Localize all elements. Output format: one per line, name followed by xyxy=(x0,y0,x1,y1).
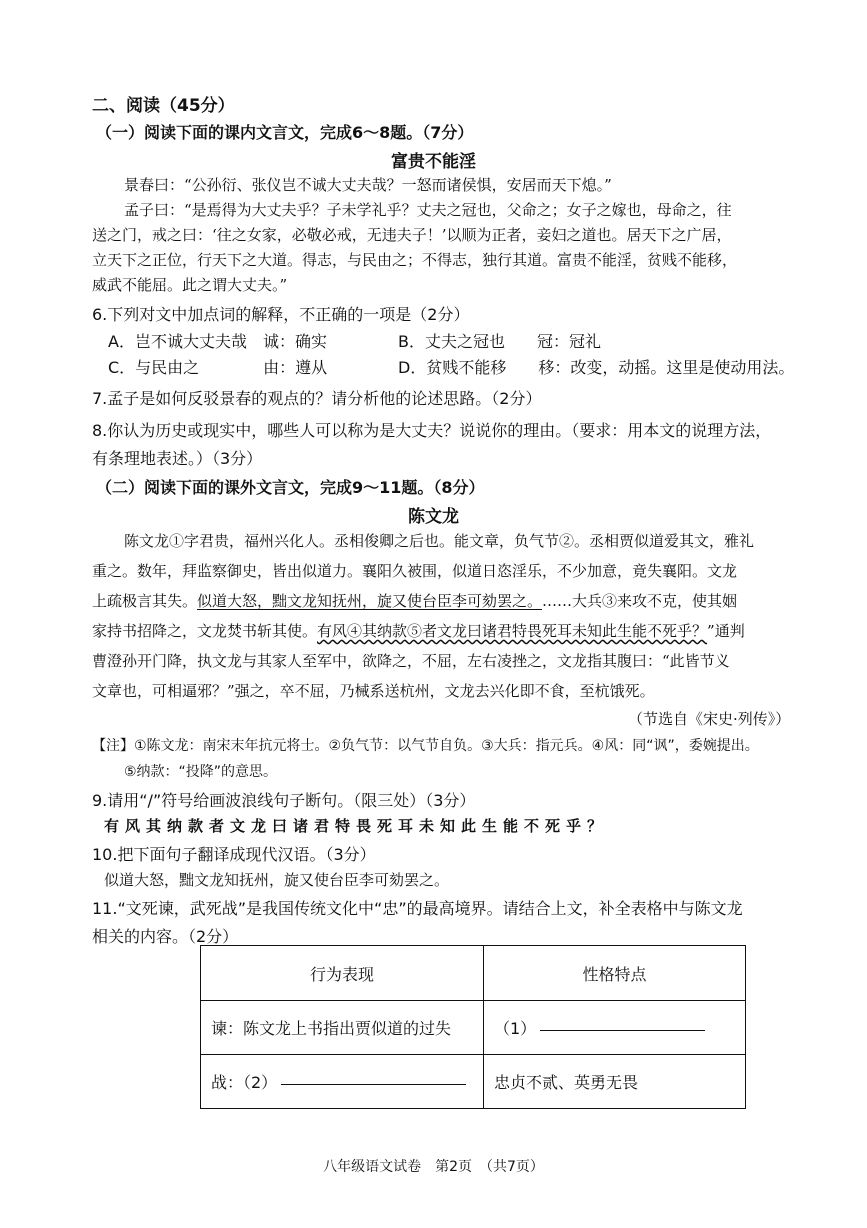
passage2-note: ⑤纳款：“投降”的意思。 xyxy=(124,764,278,780)
question-6-option-a: A．岂不诚大丈夫哉 诚：确实 xyxy=(108,332,327,351)
wavy-underlined-sentence: 有风④其纳款⑤者文龙曰诸君特畏死耳未知此生能不死乎？ xyxy=(317,622,708,640)
passage1-title: 富贵不能淫 xyxy=(391,152,476,172)
underlined-sentence: 似道大怒，黜文龙知抚州，旋又使台臣李可劾罢之。 xyxy=(197,592,543,610)
table-cell: 谏：陈文龙上书指出贾似道的过失 xyxy=(201,1001,484,1055)
question-10-stem: 10.把下面句子翻译成现代汉语。（3分） xyxy=(92,845,376,864)
passage2-line xyxy=(92,590,737,611)
passage2-note: 【注】①陈文龙：南宋末年抗元将士。②负气节：以气节自负。③大兵：指元兵。④风：同“讽”，委婉提出。 xyxy=(92,738,759,754)
question-10-sentence: 似道大怒，黜文龙知抚州，旋又使台臣李可劾罢之。 xyxy=(104,871,450,889)
passage2-line: 陈文龙①字君贵，福州兴化人。丞相俊卿之后也。能文章，负气节②。丞相贾似道爱其文，雅礼 xyxy=(124,532,755,550)
question-6-stem: 6.下列对文中加点词的解释，不正确的一项是（2分） xyxy=(92,305,470,324)
passage2-title: 陈文龙 xyxy=(408,507,459,527)
question-11-line: 11.“文死谏，武死战”是我国传统文化中“忠”的最高境界。请结合上文，补全表格中与陈文龙 xyxy=(92,899,743,918)
passage1-line: 景春曰：“公孙衍、张仪岂不诚大丈夫哉？一怒而诸侯惧，安居而天下熄。” xyxy=(124,176,612,194)
table-header: 行为表现 xyxy=(201,946,484,1001)
answer-table xyxy=(200,945,746,1109)
blank-label: （1） xyxy=(494,1019,537,1038)
page-footer: 八年级语文试卷 第2页 （共7页） xyxy=(323,1159,544,1175)
section-heading: 二、阅读（45分） xyxy=(92,96,235,116)
passage1-line: 送之门，戒之曰：‘往之女家，必敬必戒，无违夫子！’以顺为正者，妾妇之道也。居天下之广居， xyxy=(92,226,732,244)
table-cell xyxy=(201,1055,484,1109)
answer-blank-1[interactable] xyxy=(540,1029,705,1031)
question-6-option-d: D．贫贱不能移 移：改变，动摇。这里是使动用法。 xyxy=(398,358,795,377)
question-6-option-b: B．丈夫之冠也 冠：冠礼 xyxy=(398,332,601,351)
question-7-stem: 7.孟子是如何反驳景春的观点的？请分析他的论述思路。（2分） xyxy=(92,389,542,408)
passage1-line: 威武不能屈。此之谓大丈夫。” xyxy=(92,276,288,294)
question-9-stem: 9.请用“/”符号给画波浪线句子断句。（限三处）（3分） xyxy=(92,791,476,810)
passage2-text: 上疏极言其失。 xyxy=(92,592,198,610)
part1-heading: （一）阅读下面的课内文言文，完成6～8题。（7分） xyxy=(96,123,474,142)
question-6-option-c: C．与民由之 由：遵从 xyxy=(108,358,328,377)
passage1-line: 孟子曰：“是焉得为大丈夫乎？子未学礼乎？丈夫之冠也，父命之；女子之嫁也，母命之，往 xyxy=(124,201,732,219)
passage2-line: 文章也，可相逼邪？”强之，卒不屈，乃械系送杭州，文龙去兴化即不食，至杭饿死。 xyxy=(92,682,655,700)
passage2-line: 重之。数年，拜监察御史，皆出似道力。襄阳久被围，似道日恣淫乐，不少加意，竟失襄阳。文龙 xyxy=(92,562,738,580)
table-header: 性格特点 xyxy=(484,946,746,1001)
passage2-line xyxy=(92,620,745,641)
passage2-text: ”通判 xyxy=(707,622,745,640)
answer-blank-2[interactable] xyxy=(281,1083,466,1085)
question-9-sentence: 有风其纳款者文龙曰诸君特畏死耳未知此生能不死乎？ xyxy=(104,817,609,835)
question-8-line: 8.你认为历史或现实中，哪些人可以称为是大丈夫？说说你的理由。（要求：用本文的说理方法， xyxy=(92,421,772,440)
passage1-line: 立天下之正位，行天下之大道。得志，与民由之；不得志，独行其道。富贵不能淫，贫贱不能移， xyxy=(92,251,738,269)
question-11-line: 相关的内容。（2分） xyxy=(92,927,239,946)
blank-label: 战：（2） xyxy=(211,1073,278,1092)
passage2-line: 曹澄孙开门降，执文龙与其家人至军中，欲降之，不屈，左右凌挫之，文龙指其腹曰：“此皆节义 xyxy=(92,652,730,670)
passage2-text: ……大兵③来攻不克，使其姻 xyxy=(542,592,738,610)
table-cell xyxy=(484,1001,746,1055)
passage2-text: 家持书招降之，文龙焚书斩其使。 xyxy=(92,622,318,640)
table-cell: 忠贞不贰、英勇无畏 xyxy=(484,1055,746,1109)
question-8-line: 有条理地表述。）（3分） xyxy=(92,449,263,468)
passage2-source: （节选自《宋史·列传》） xyxy=(628,710,791,728)
part2-heading: （二）阅读下面的课外文言文，完成9～11题。（8分） xyxy=(96,478,485,497)
